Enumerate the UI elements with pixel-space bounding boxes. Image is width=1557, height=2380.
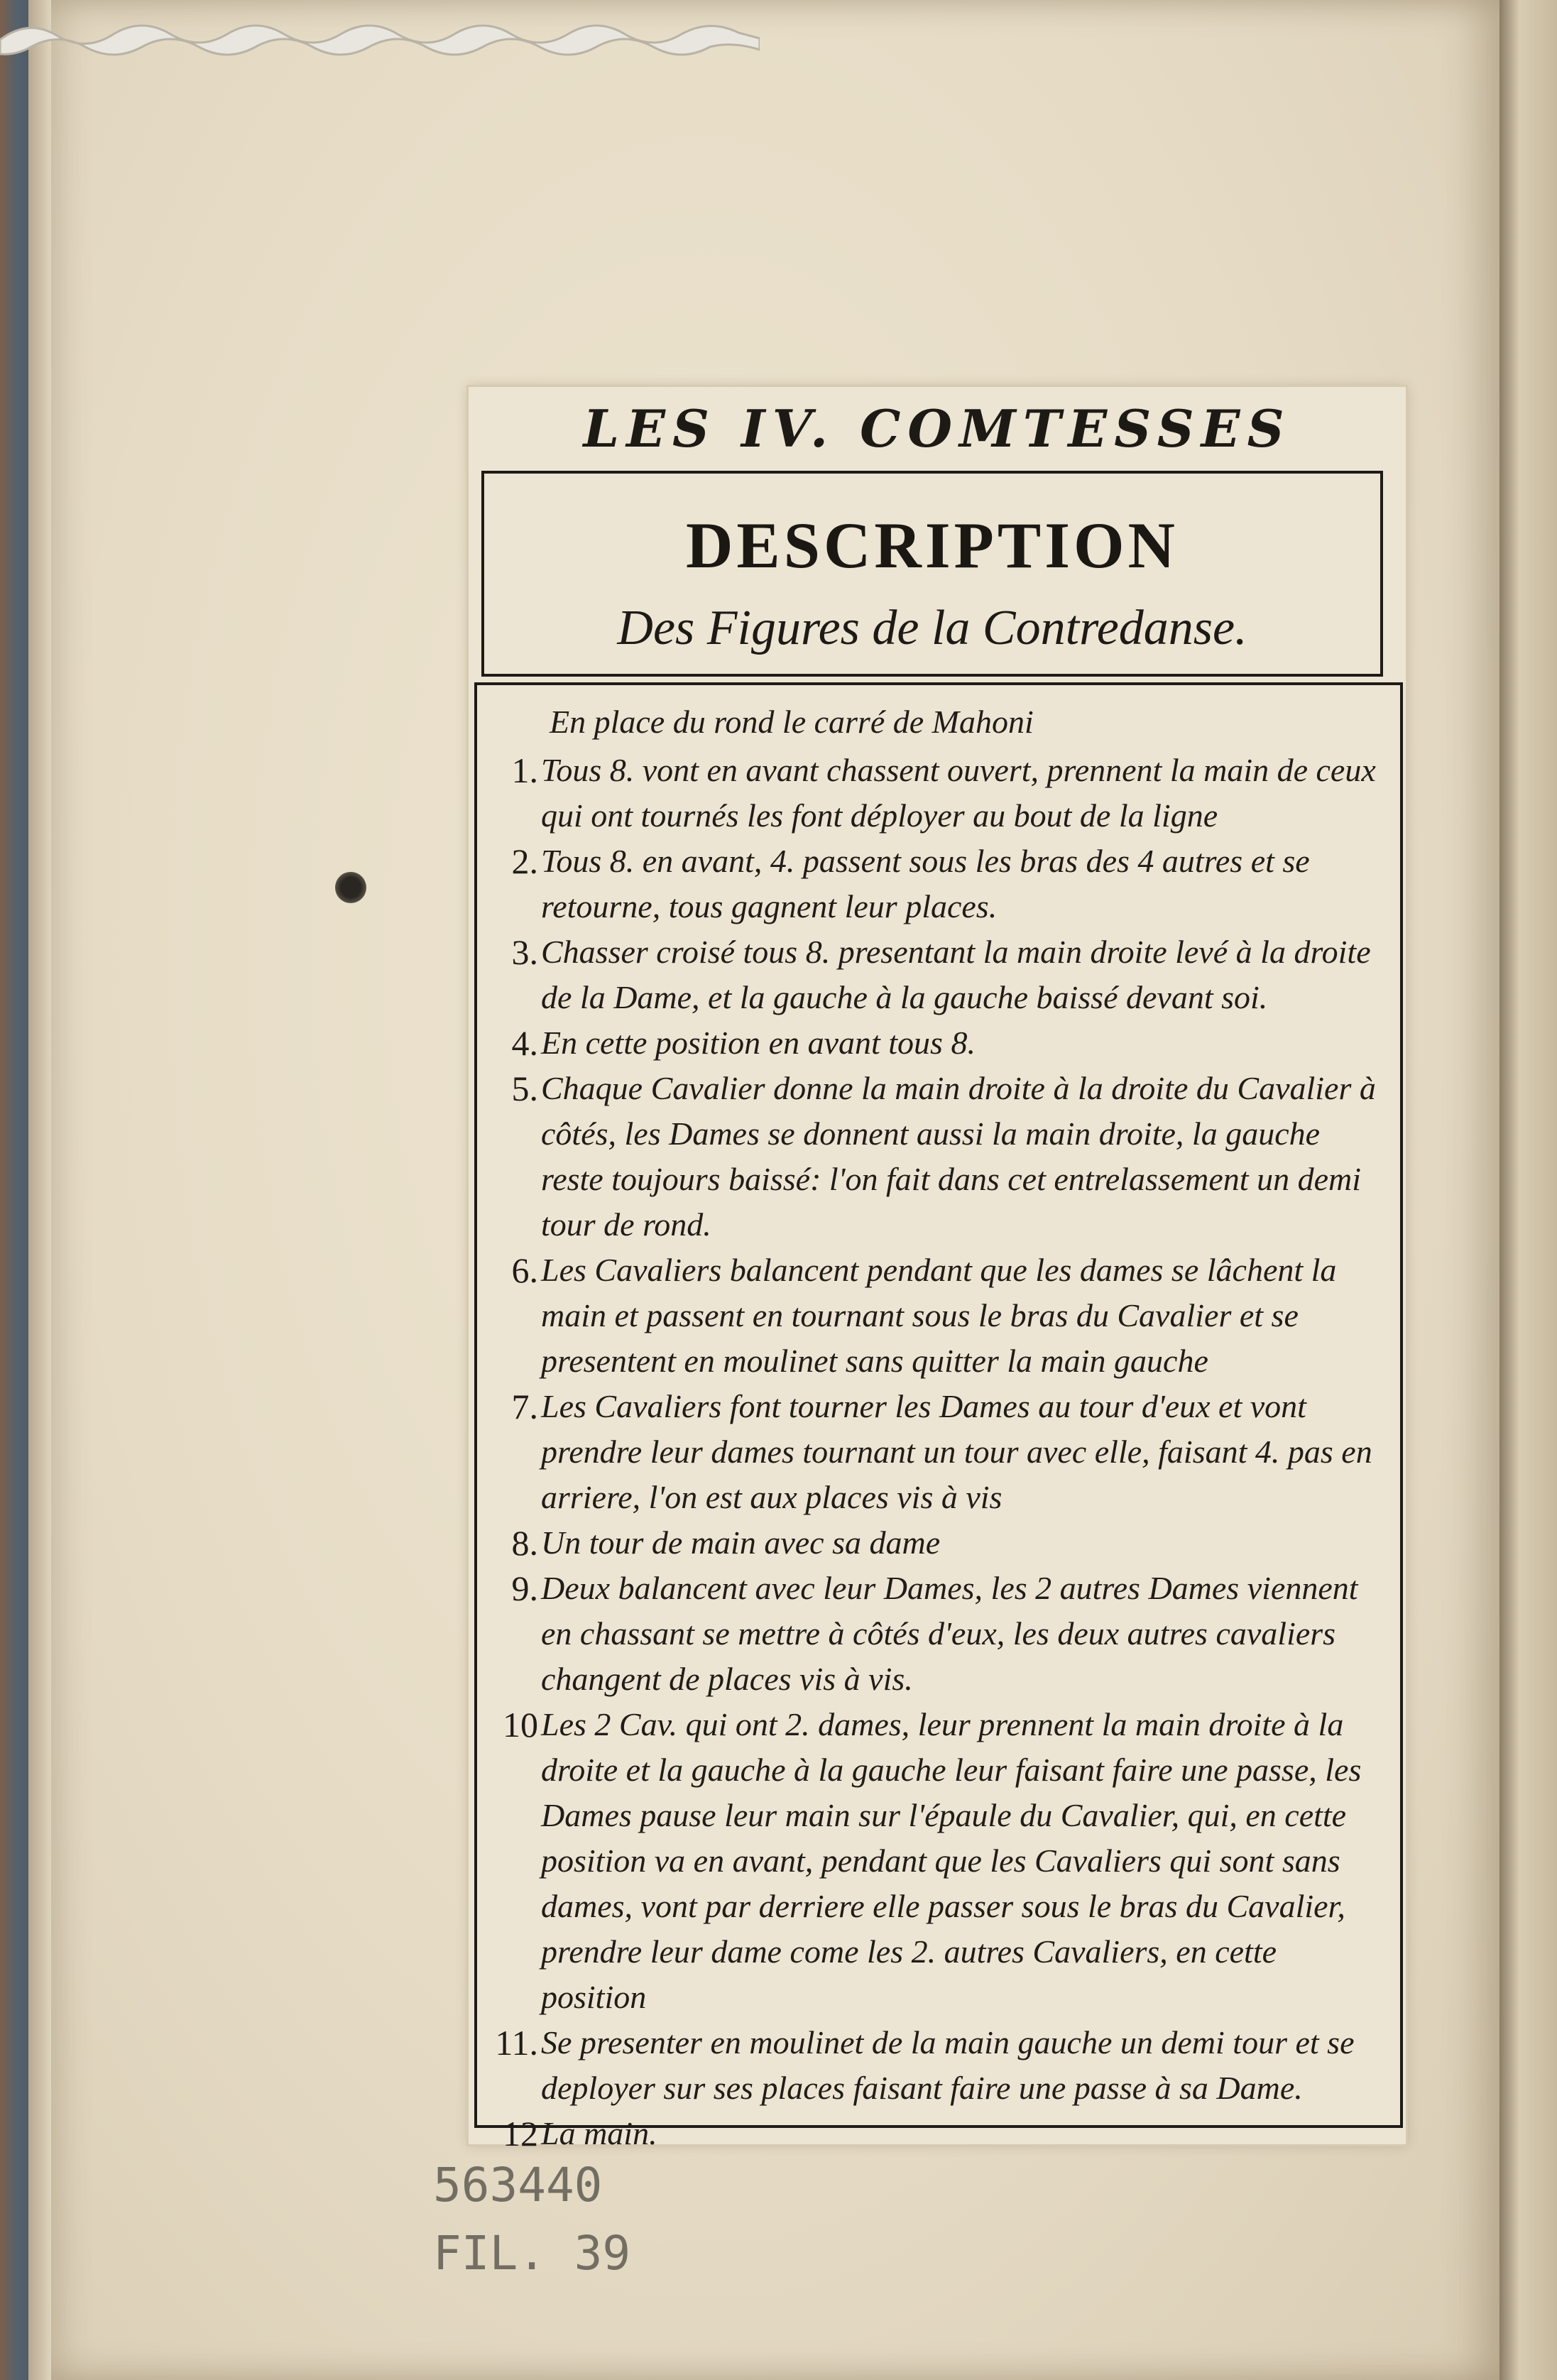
figure-item [486, 1248, 1387, 1384]
figure-item [486, 1566, 1387, 1702]
figure-text: Les 2 Cav. qui ont 2. dames, leur prennent la main droite à la droite et la gauche à la gauche leur faisant faire une passe, les Dames pause leur main sur l'épaule du Cavalier, qui, en cette position va en avant, pendant que les Cavaliers qui sont sans dames, vont par derriere elle passer sous le bras du Cavalier, prendre leur dame come les 2. autres Cavaliers, en cette position [541, 1706, 1362, 2015]
figure-item [486, 1520, 1387, 1566]
figure-item [486, 748, 1387, 839]
plate-title: LES IV. COMTESSES [583, 398, 1291, 459]
figure-text: Se presenter en moulinet de la main gauche un demi tour et se deployer sur ses places faisant faire une passe à sa Dame. [541, 2024, 1355, 2106]
figures-list [486, 699, 1387, 2156]
figures-box [474, 682, 1403, 2154]
ribbon-bookmark-icon [0, 13, 760, 62]
book-spine-edge [28, 0, 54, 2380]
figure-text: Tous 8. en avant, 4. passent sous les bras des 4 autres et se retourne, tous gagnent leur places. [541, 843, 1310, 924]
figure-item [486, 839, 1387, 929]
description-heading: DESCRIPTION [685, 509, 1179, 582]
figure-item [486, 2111, 1387, 2156]
figure-number: 11. [495, 2023, 538, 2063]
figure-number: 6. [511, 1250, 538, 1290]
engraved-plate [469, 387, 1406, 2154]
figure-item [486, 929, 1387, 1020]
figure-number: 10 [503, 1705, 538, 1745]
description-header-box [481, 471, 1383, 677]
figure-number: 9. [511, 1568, 538, 1608]
figure-text: Les Cavaliers balancent pendant que les dames se lâchent la main et passent en tournant sous le bras du Cavalier et se presentent en moulinet sans quitter la main gauche [541, 1252, 1337, 1379]
archive-folio: FIL. 39 [433, 2226, 631, 2281]
figure-item [486, 1066, 1387, 1248]
figure-item [486, 1384, 1387, 1520]
figure-number: 8. [511, 1523, 538, 1563]
figure-number: 4. [511, 1023, 538, 1063]
intro-text: En place du rond le carré de Mahoni [550, 704, 1034, 740]
figure-text: Chaque Cavalier donne la main droite à la droite du Cavalier à côtés, les Dames se donnent aussi la main droite, la gauche reste toujours baissé: l'on fait dans cet entrelassement un demi tour de rond. [541, 1070, 1376, 1243]
next-page-edge [1499, 0, 1557, 2380]
figure-item [486, 2020, 1387, 2111]
figure-text: Tous 8. vont en avant chassent ouvert, prennent la main de ceux qui ont tournés les font déployer au bout de la ligne [541, 752, 1376, 834]
figure-item [486, 1702, 1387, 2020]
figure-text: La main. [541, 2115, 657, 2151]
figure-number: 1. [511, 750, 538, 790]
figure-text: En cette position en avant tous 8. [541, 1025, 976, 1061]
figure-text: Les Cavaliers font tourner les Dames au tour d'eux et vont prendre leur dames tournant un tour avec elle, faisant 4. pas en arriere, l'on est aux places vis à vis [541, 1388, 1372, 1515]
figure-item [486, 1020, 1387, 1066]
figure-number: 7. [511, 1387, 538, 1426]
figure-text: Deux balancent avec leur Dames, les 2 autres Dames viennent en chassant se mettre à côtés d'eux, les deux autres cavaliers changent de places vis à vis. [541, 1570, 1358, 1697]
figure-number: 3. [511, 932, 538, 972]
intro-line [486, 699, 1387, 745]
figure-text: Un tour de main avec sa dame [541, 1524, 941, 1561]
figure-text: Chasser croisé tous 8. presentant la main droite levé à la droite de la Dame, et la gauche à la gauche baissé devant soi. [541, 934, 1371, 1015]
description-subheading: Des Figures de la Contredanse. [617, 601, 1247, 655]
figure-number: 5. [511, 1069, 538, 1108]
page-hole [335, 872, 366, 903]
archive-pencil-note [433, 2151, 689, 2288]
figure-number: 2. [511, 841, 538, 881]
archive-number: 563440 [433, 2158, 603, 2212]
figure-number: 12 [503, 2114, 538, 2154]
